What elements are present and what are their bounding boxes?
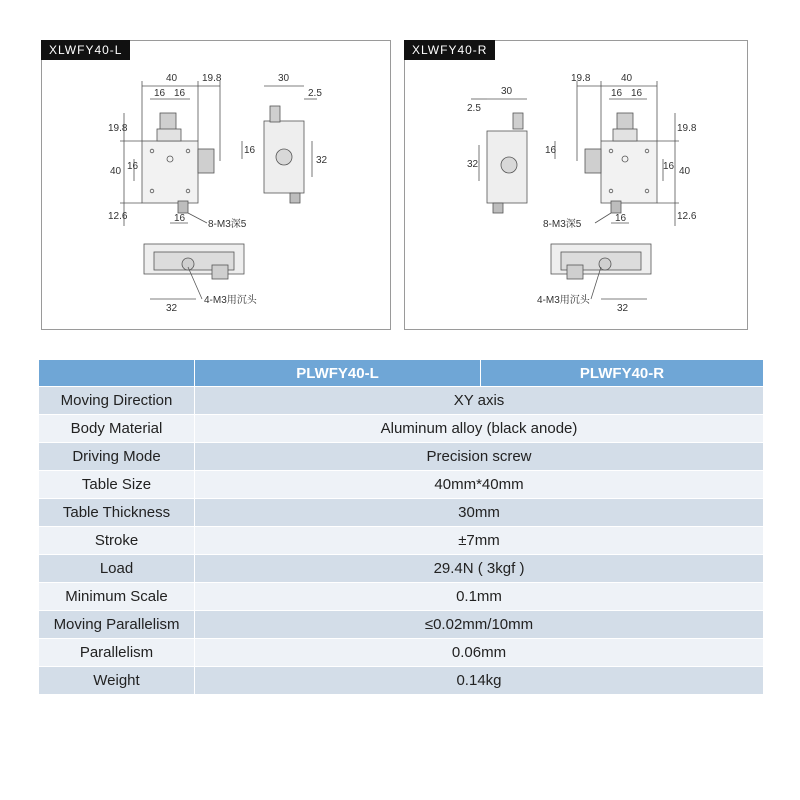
table-row xyxy=(39,471,763,499)
technical-drawing-left xyxy=(42,41,390,329)
svg-text:4-M3用沉头: 4-M3用沉头 xyxy=(537,295,590,306)
table-row xyxy=(39,611,763,639)
row-value: 0.14kg xyxy=(195,667,764,695)
svg-text:12.6: 12.6 xyxy=(108,211,128,222)
svg-text:30: 30 xyxy=(278,73,290,84)
table-row xyxy=(39,443,763,471)
svg-text:16: 16 xyxy=(663,161,675,172)
row-label: Stroke xyxy=(39,527,195,555)
row-value: XY axis xyxy=(195,387,764,415)
svg-text:40: 40 xyxy=(621,73,633,84)
table-row xyxy=(39,667,763,695)
row-label: Moving Direction xyxy=(39,387,195,415)
table-row xyxy=(39,387,763,415)
row-value: ±7mm xyxy=(195,527,764,555)
row-value: Aluminum alloy (black anode) xyxy=(195,415,764,443)
row-label: Table Thickness xyxy=(39,499,195,527)
svg-text:40: 40 xyxy=(110,166,122,177)
table-row xyxy=(39,415,763,443)
row-value: 0.1mm xyxy=(195,583,764,611)
svg-text:16: 16 xyxy=(244,145,256,156)
svg-text:16: 16 xyxy=(611,88,623,99)
svg-text:40: 40 xyxy=(166,73,178,84)
row-value: 29.4N ( 3kgf ) xyxy=(195,555,764,583)
svg-text:2.5: 2.5 xyxy=(467,103,481,114)
svg-text:16: 16 xyxy=(127,161,139,172)
row-label: Parallelism xyxy=(39,639,195,667)
svg-text:32: 32 xyxy=(467,159,479,170)
svg-text:4-M3用沉头: 4-M3用沉头 xyxy=(204,295,257,306)
svg-text:16: 16 xyxy=(631,88,643,99)
table-row xyxy=(39,527,763,555)
row-value: 0.06mm xyxy=(195,639,764,667)
drawing-panel-left xyxy=(41,40,391,330)
row-label: Body Material xyxy=(39,415,195,443)
row-label: Load xyxy=(39,555,195,583)
svg-text:32: 32 xyxy=(617,303,629,314)
header-cell-model-l: PLWFY40-L xyxy=(195,360,481,387)
row-label: Minimum Scale xyxy=(39,583,195,611)
svg-text:19.8: 19.8 xyxy=(677,123,697,134)
svg-text:32: 32 xyxy=(166,303,178,314)
svg-text:8-M3深5: 8-M3深5 xyxy=(208,219,247,230)
row-label: Driving Mode xyxy=(39,443,195,471)
table-row xyxy=(39,639,763,667)
table-row xyxy=(39,555,763,583)
row-value: ≤0.02mm/10mm xyxy=(195,611,764,639)
svg-text:19.8: 19.8 xyxy=(202,73,222,84)
svg-text:16: 16 xyxy=(545,145,557,156)
svg-text:19.8: 19.8 xyxy=(571,73,591,84)
svg-text:16: 16 xyxy=(154,88,166,99)
technical-drawing-right xyxy=(405,41,747,329)
header-cell-blank xyxy=(39,360,195,387)
row-label: Table Size xyxy=(39,471,195,499)
svg-text:32: 32 xyxy=(316,155,328,166)
drawing-tag: XLWFY40-R xyxy=(404,40,495,60)
row-value: Precision screw xyxy=(195,443,764,471)
row-label: Weight xyxy=(39,667,195,695)
svg-text:19.8: 19.8 xyxy=(108,123,128,134)
svg-text:16: 16 xyxy=(615,213,627,224)
svg-text:40: 40 xyxy=(679,166,691,177)
svg-text:16: 16 xyxy=(174,213,186,224)
svg-text:8-M3深5: 8-M3深5 xyxy=(543,219,582,230)
table-row xyxy=(39,499,763,527)
table-header-row xyxy=(39,360,763,387)
header-cell-model-r: PLWFY40-R xyxy=(481,360,764,387)
spec-table xyxy=(39,359,763,694)
drawing-panel-right xyxy=(404,40,748,330)
table-row xyxy=(39,583,763,611)
row-value: 30mm xyxy=(195,499,764,527)
svg-text:12.6: 12.6 xyxy=(677,211,697,222)
row-label: Moving Parallelism xyxy=(39,611,195,639)
row-value: 40mm*40mm xyxy=(195,471,764,499)
svg-text:30: 30 xyxy=(501,86,513,97)
svg-text:16: 16 xyxy=(174,88,186,99)
drawing-tag: XLWFY40-L xyxy=(41,40,130,60)
svg-text:2.5: 2.5 xyxy=(308,88,322,99)
